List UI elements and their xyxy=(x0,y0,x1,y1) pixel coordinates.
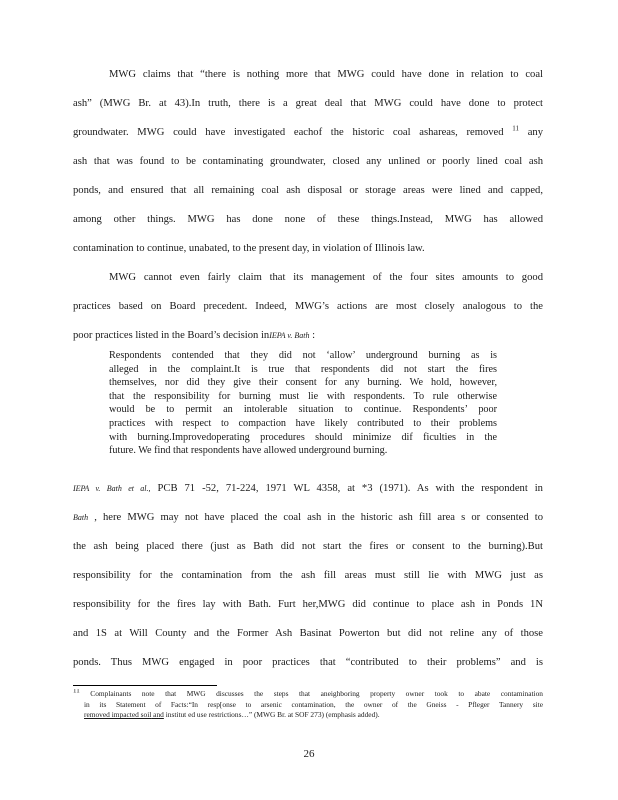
text-line xyxy=(73,509,543,538)
text-span: groundwater. MWG could have investigated eachof the historic coal ashareas, removed xyxy=(73,127,504,138)
case-citation: Bath xyxy=(73,513,89,522)
text-span: PCB 71 -52, 71-224, 1971 WL 4358, at *3 (1971). As with the respondent in xyxy=(150,483,543,494)
footnote-marker: 11 xyxy=(73,689,80,695)
quote-line: Respondents contended that they did not ‘allow’ underground burning as is xyxy=(109,350,497,361)
text-line: responsibility for the fires lay with Bath. Furt her,MWG did continue to place ash in Ponds 1N xyxy=(73,599,543,610)
text-line: practices based on Board precedent. Indeed, MWG’s actions are most closely analogous to the xyxy=(73,301,543,312)
text-line: MWG claims that “there is nothing more that MWG could have done in relation to coal xyxy=(109,69,543,80)
text-span: Complainants note that MWG discusses the steps that aneighboring property owner took to abate contamination xyxy=(79,689,543,698)
footnote xyxy=(73,689,543,721)
text-line xyxy=(73,124,543,153)
text-span: institut ed use restrictions…” (MWG Br. at SOF 273) (emphasis added). xyxy=(163,710,380,720)
text-line: and 1S at Will County and the Former Ash Basinat Powerton but did not reline any of those xyxy=(73,628,543,639)
text-span: poor practices listed in the Board’s decision in xyxy=(73,330,270,341)
footnote-line: in its Statement of Facts:“In resp[onse to arsenic contamination, the owner of the Gneiss - Pfleger Tannery site xyxy=(84,699,543,709)
text-span: any xyxy=(519,127,543,138)
quote-line: with burning.Improvedoperating procedures should minimize dif ficulties in the xyxy=(109,431,497,443)
page-number: 26 xyxy=(303,748,315,760)
text-span: , here MWG may not have placed the coal ash in the historic ash fill area s or consented to xyxy=(88,512,543,523)
underlined-text: removed impacted soil xyxy=(84,710,152,720)
text-line: MWG cannot even fairly claim that its management of the four sites amounts to good xyxy=(109,272,543,283)
quote-line: that the responsibility for burning must lie with respondents. To rule otherwise xyxy=(109,390,497,402)
block-quote xyxy=(109,349,497,458)
text-line: ponds, and ensured that all remaining coal ash disposal or storage areas were lined and capped, xyxy=(73,185,543,196)
quote-line: themselves, nor did they give their consent for any burning. We hold, however, xyxy=(109,377,497,389)
quote-line: practices with respect to compaction have likely contributed to their problems xyxy=(109,417,497,429)
text-line: ash” (MWG Br. at 43).In truth, there is a great deal that MWG could have done to protect xyxy=(73,98,543,109)
text-span: : xyxy=(309,330,316,341)
text-line: ponds. Thus MWG engaged in poor practices that “contributed to their problems” and is xyxy=(73,657,543,668)
text-line: the ash being placed there (just as Bath did not start the fires or consent to the burning).But xyxy=(73,541,543,552)
paragraph-mwg-claims xyxy=(73,66,543,356)
paragraph-citation xyxy=(73,480,543,683)
footnote-line xyxy=(73,710,543,721)
text-line: among other things. MWG has done none of these things.Instead, MWG has allowed xyxy=(73,214,543,225)
quote-line: alleged in the complaint.It is true that respondents did not start the fires xyxy=(109,363,497,375)
text-line: contamination to continue, unabated, to the present day, in violation of Illinois law. xyxy=(73,243,425,254)
quote-line: would be to permit an intolerable situation to continue. Respondents’ poor xyxy=(109,404,497,416)
text-line: responsibility for the contamination from the ash fill areas must still lie with MWG just as xyxy=(73,570,543,581)
case-citation: IEPA v. Bath xyxy=(269,331,310,340)
footnote-reference: 11 xyxy=(512,124,519,133)
quote-line: future. We find that respondents have allowed underground burning. xyxy=(109,445,388,457)
footnote-line xyxy=(73,689,543,700)
footnote-divider xyxy=(73,685,217,686)
case-citation: IEPA v. Bath et al., xyxy=(73,484,151,493)
text-line xyxy=(73,480,543,509)
underlined-text: and xyxy=(151,710,164,720)
text-line: ash that was found to be contaminating groundwater, closed any unlined or poorly lined coal ash xyxy=(73,156,543,167)
